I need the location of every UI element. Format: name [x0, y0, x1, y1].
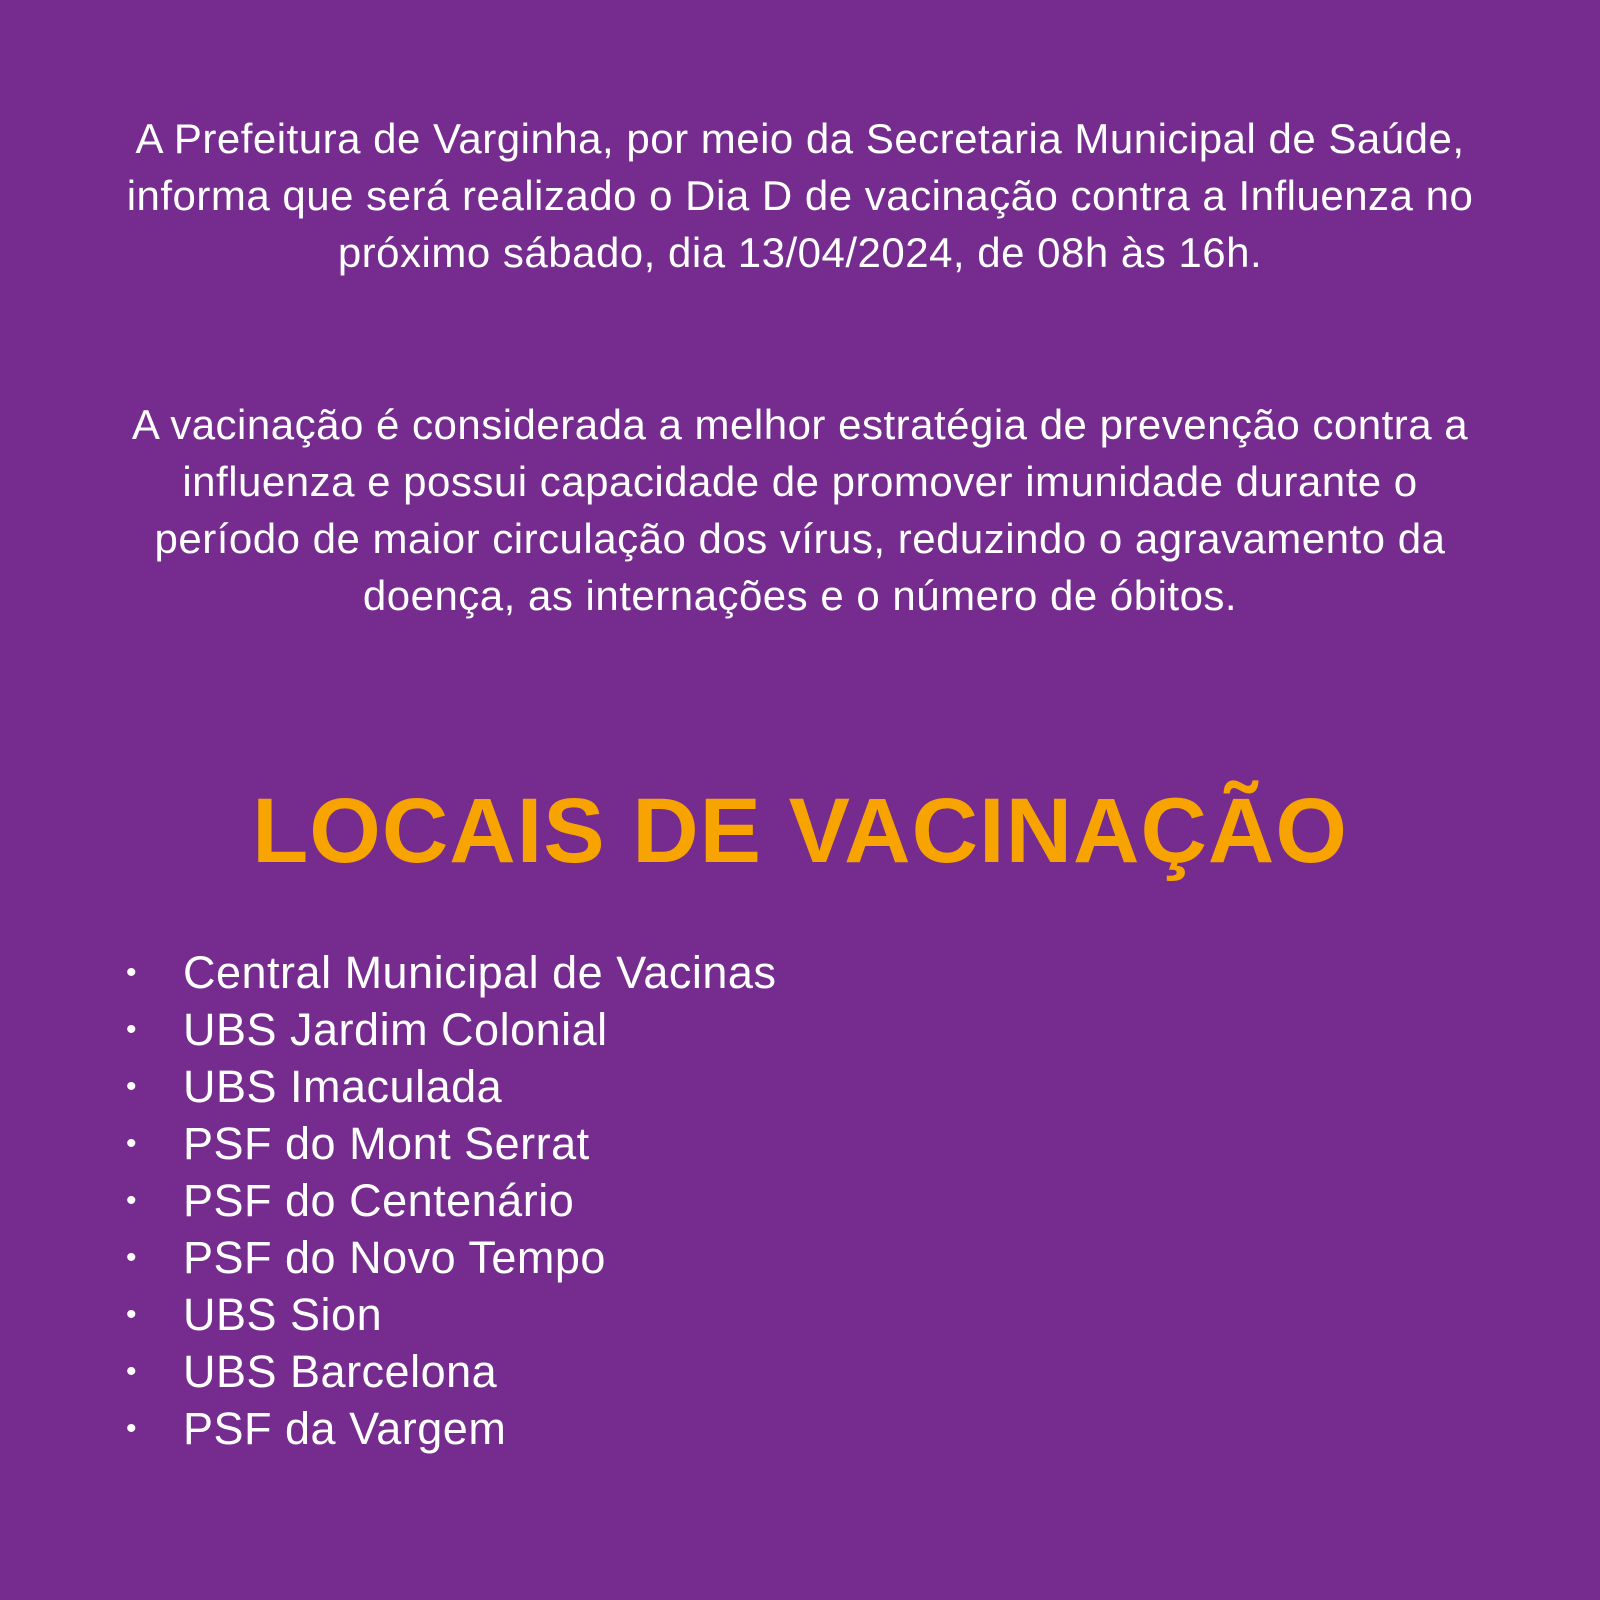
bullet-icon: •: [126, 1184, 138, 1217]
bullet-icon: •: [126, 1070, 138, 1103]
list-item: [122, 1001, 776, 1058]
list-item: [122, 1115, 776, 1172]
list-item: [122, 1172, 776, 1229]
list-item: [122, 1400, 776, 1457]
bullet-icon: •: [126, 1355, 138, 1388]
location-name: UBS Sion: [183, 1289, 383, 1340]
locations-list: [122, 944, 776, 1457]
location-name: UBS Imaculada: [183, 1061, 503, 1112]
list-item: [122, 1229, 776, 1286]
intro-paragraph-vaccination-benefits: A vacinação é considerada a melhor estratégia de prevenção contra a influenza e possui capacidade de promover imunidade durante o período de maior circulação dos vírus, reduzindo o agravamento da doença, as internações e o número de óbitos.: [131, 401, 1469, 619]
location-name: PSF do Mont Serrat: [183, 1118, 590, 1169]
bullet-icon: •: [126, 1241, 138, 1274]
list-item: [122, 1343, 776, 1400]
bullet-icon: •: [126, 1412, 138, 1445]
intro-paragraph-dia-d: A Prefeitura de Varginha, por meio da Secretaria Municipal de Saúde, informa que será realizado o Dia D de vacinação contra a Influenza no próximo sábado, dia 13/04/2024, de 08h às 16h.: [126, 115, 1474, 276]
locations-heading: LOCAIS DE VACINAÇÃO: [252, 780, 1348, 882]
location-name: PSF do Centenário: [183, 1175, 575, 1226]
list-item: [122, 1058, 776, 1115]
bullet-icon: •: [126, 1127, 138, 1160]
location-name: Central Municipal de Vacinas: [183, 947, 777, 998]
location-name: UBS Jardim Colonial: [183, 1004, 608, 1055]
location-name: UBS Barcelona: [183, 1346, 498, 1397]
bullet-icon: •: [126, 956, 138, 989]
location-name: PSF da Vargem: [183, 1403, 507, 1454]
bullet-icon: •: [126, 1298, 138, 1331]
list-item: [122, 944, 776, 1001]
bullet-icon: •: [126, 1013, 138, 1046]
location-name: PSF do Novo Tempo: [183, 1232, 606, 1283]
list-item: [122, 1286, 776, 1343]
